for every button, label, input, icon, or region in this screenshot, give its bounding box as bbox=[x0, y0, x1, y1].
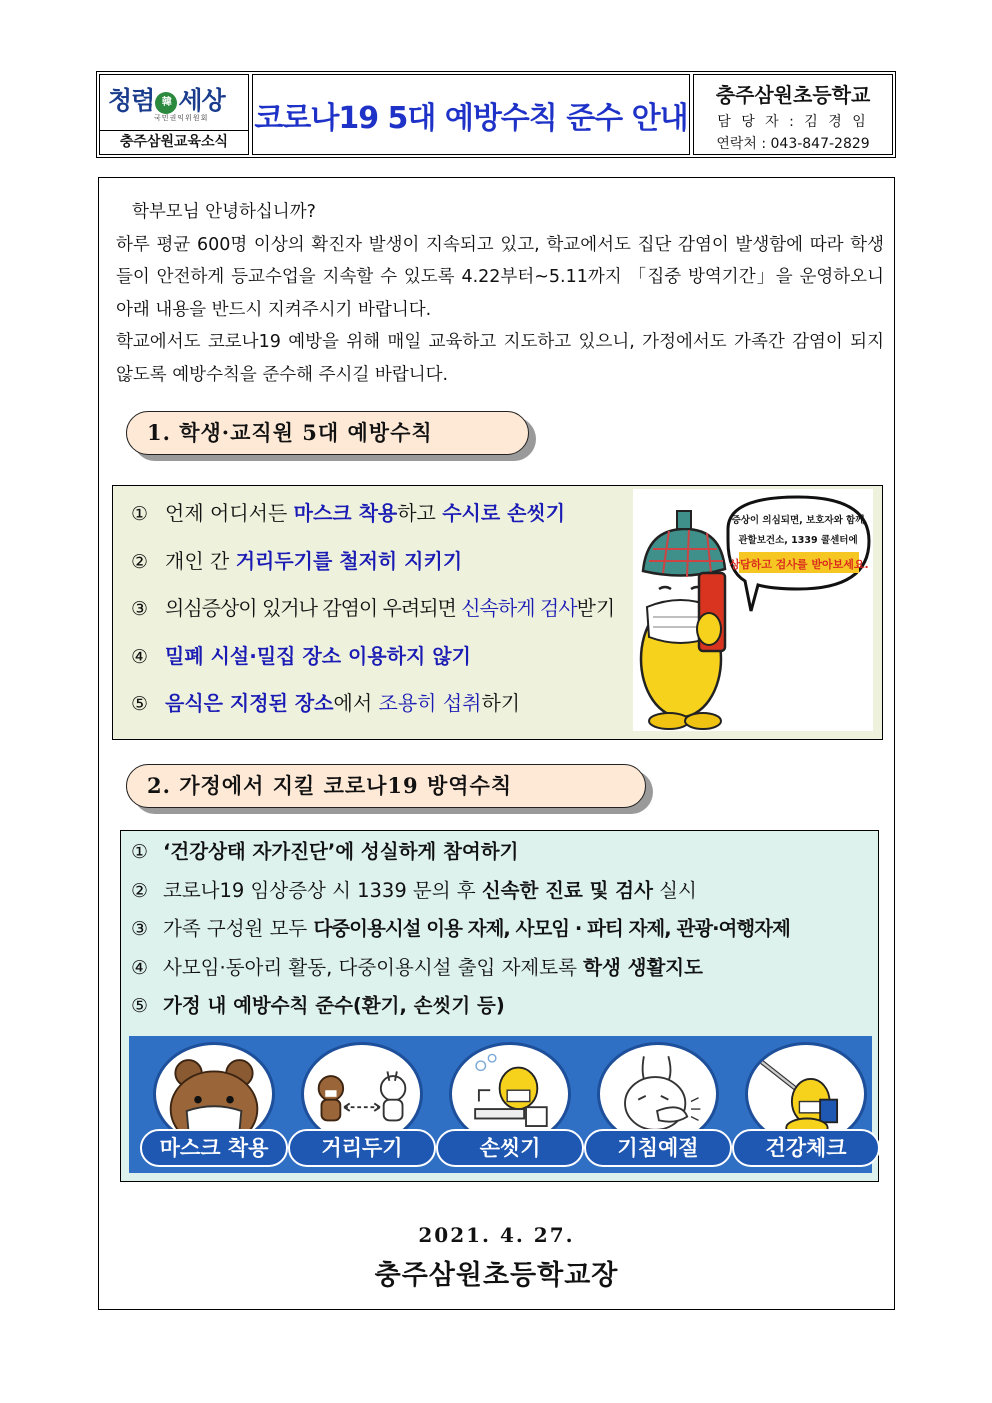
rule-text: 사모임·동아리 활동, 다중이용시설 출입 자제토록 bbox=[163, 955, 584, 979]
signer-name: 충주삼원초등학교장 bbox=[374, 1260, 619, 1291]
rule-text: 조용히 섭취 bbox=[378, 691, 482, 715]
rule-text: 실시 bbox=[652, 878, 697, 902]
intro-paragraph-1: 하루 평균 600명 이상의 확진자 발생이 지속되고 있고, 학교에서도 집단 감염이 발생함에 따라 학생들이 안전하게 등교수업을 지속할 수 있도록 4.22부터~5.11까지 「집중 방역기간」을 운영하오니 아래 내용을 반드시 지켜주시기 바랍니다. bbox=[116, 234, 884, 320]
speech-line-3: 상담하고 검사를 받아보세요. bbox=[729, 558, 869, 571]
sick-chick-illustration bbox=[633, 489, 873, 731]
rule-text: 수시로 손씻기 bbox=[442, 501, 566, 525]
rule-text: 마스크 착용 bbox=[293, 501, 398, 525]
rule-text: 에서 bbox=[333, 691, 379, 715]
icon-item-cough bbox=[597, 1042, 719, 1167]
rule-text: 가족 구성원 모두 bbox=[163, 917, 314, 940]
home-rule-item bbox=[131, 833, 876, 872]
student-rule-item bbox=[131, 585, 631, 633]
contact-phone: 연락처 : 043-847-2829 bbox=[716, 136, 870, 152]
logo-text-right: 세상 bbox=[178, 86, 225, 115]
rule-text: 개인 간 bbox=[165, 548, 236, 573]
rule-text: 학생 생활지도 bbox=[583, 955, 703, 979]
newsletter-name: 충주삼원교육소식 bbox=[100, 130, 248, 154]
document-header bbox=[96, 71, 896, 158]
list-number: ⑤ bbox=[131, 995, 149, 1017]
icon-label-distancing: 거리두기 bbox=[288, 1129, 436, 1167]
list-number: ② bbox=[131, 879, 149, 902]
icon-label-handwashing: 손씻기 bbox=[436, 1129, 584, 1167]
rule-text: 하고 bbox=[397, 501, 443, 525]
rule-text: 받기 bbox=[576, 596, 616, 620]
student-rule-item bbox=[131, 490, 631, 538]
intro-text bbox=[106, 196, 884, 391]
home-rules-list bbox=[131, 833, 876, 1026]
rule-text: 밀폐 시설·밀집 장소 이용하지 않기 bbox=[165, 643, 471, 668]
icon-item-distancing bbox=[301, 1042, 423, 1167]
rule-text: 의심증상이 있거나 감염이 우려되면 bbox=[165, 596, 462, 620]
document-title: 코로나19 5대 예방수칙 준수 안내 bbox=[254, 100, 688, 136]
header-inner bbox=[99, 74, 893, 155]
header-contact-cell bbox=[693, 74, 893, 155]
home-rule-item bbox=[131, 910, 876, 949]
rule-text: 다중이용시설 이용 자제, 사모임 · 파티 자제, 관광·여행자제 bbox=[313, 917, 790, 940]
rule-text: 코로나19 임상증상 시 1339 문의 후 bbox=[163, 878, 482, 902]
home-rules-box bbox=[120, 830, 879, 1182]
list-number: ② bbox=[131, 550, 149, 573]
header-title-cell bbox=[252, 74, 690, 155]
main-content-box bbox=[98, 177, 895, 1310]
list-number: ① bbox=[131, 841, 149, 863]
icon-item-health-check bbox=[745, 1042, 867, 1167]
rule-text: 가정 내 예방수칙 준수(환기, 손씻기 등) bbox=[163, 994, 505, 1017]
logo-seal-icon: 韓 bbox=[155, 92, 177, 114]
icon-label-mask: 마스크 착용 bbox=[140, 1129, 288, 1167]
school-name: 충주삼원초등학교 bbox=[715, 83, 871, 107]
student-rule-item bbox=[131, 538, 631, 586]
speech-line-2: 관할보건소, 1339 콜센터에 bbox=[738, 535, 858, 546]
speech-line-1: 증상이 의심되면, 보호자와 함께 bbox=[731, 515, 865, 526]
prevention-icons-panel bbox=[129, 1036, 872, 1173]
contact-person: 담 당 자 : 김 경 임 bbox=[717, 114, 869, 130]
student-rules-box bbox=[112, 485, 883, 740]
section-2-heading: 2. 가정에서 지킬 코로나19 방역수칙 bbox=[126, 764, 646, 808]
icon-item-mask bbox=[153, 1042, 275, 1167]
student-rule-item bbox=[131, 633, 631, 681]
document-date: 2021. 4. 27. bbox=[418, 1223, 575, 1247]
logo-subtitle: 국민권익위원회 bbox=[154, 114, 209, 122]
list-number: ⑤ bbox=[131, 693, 149, 715]
rule-text: 신속한 진료 및 검사 bbox=[481, 878, 653, 902]
header-logo-cell bbox=[99, 74, 249, 155]
list-number: ③ bbox=[131, 918, 149, 940]
student-rule-item bbox=[131, 680, 631, 728]
list-number: ① bbox=[131, 503, 149, 525]
rule-text: 언제 어디서든 bbox=[165, 501, 294, 525]
home-rule-item bbox=[131, 949, 876, 988]
list-number: ③ bbox=[131, 598, 149, 620]
sick-chick-icon bbox=[633, 489, 873, 731]
rule-text: 음식은 지정된 장소 bbox=[165, 691, 334, 715]
logo-wordmark bbox=[108, 81, 225, 117]
list-number: ④ bbox=[131, 956, 149, 979]
section-1-heading: 1. 학생·교직원 5대 예방수칙 bbox=[126, 411, 529, 455]
list-number: ④ bbox=[131, 645, 149, 668]
home-rule-item bbox=[131, 872, 876, 911]
home-rule-item bbox=[131, 987, 876, 1026]
rule-text: ‘건강상태 자가진단’에 성실하게 참여하기 bbox=[163, 840, 519, 863]
student-rules-list bbox=[131, 490, 631, 728]
icon-item-handwashing bbox=[449, 1042, 571, 1167]
integrity-logo bbox=[108, 81, 244, 125]
logo-text-left: 청렴 bbox=[108, 86, 155, 115]
greeting: 학부모님 안녕하십니까? bbox=[132, 202, 316, 222]
rule-text: 신속하게 검사 bbox=[461, 596, 577, 620]
rule-text: 거리두기를 철저히 지키기 bbox=[235, 548, 463, 573]
icon-label-cough: 기침예절 bbox=[584, 1129, 732, 1167]
intro-paragraph-2: 학교에서도 코로나19 예방을 위해 매일 교육하고 지도하고 있으니, 가정에서도 가족간 감염이 되지 않도록 예방수칙을 준수해 주시길 바랍니다. bbox=[116, 332, 884, 385]
icon-label-health-check: 건강체크 bbox=[732, 1129, 880, 1167]
rule-text: 하기 bbox=[481, 691, 521, 715]
